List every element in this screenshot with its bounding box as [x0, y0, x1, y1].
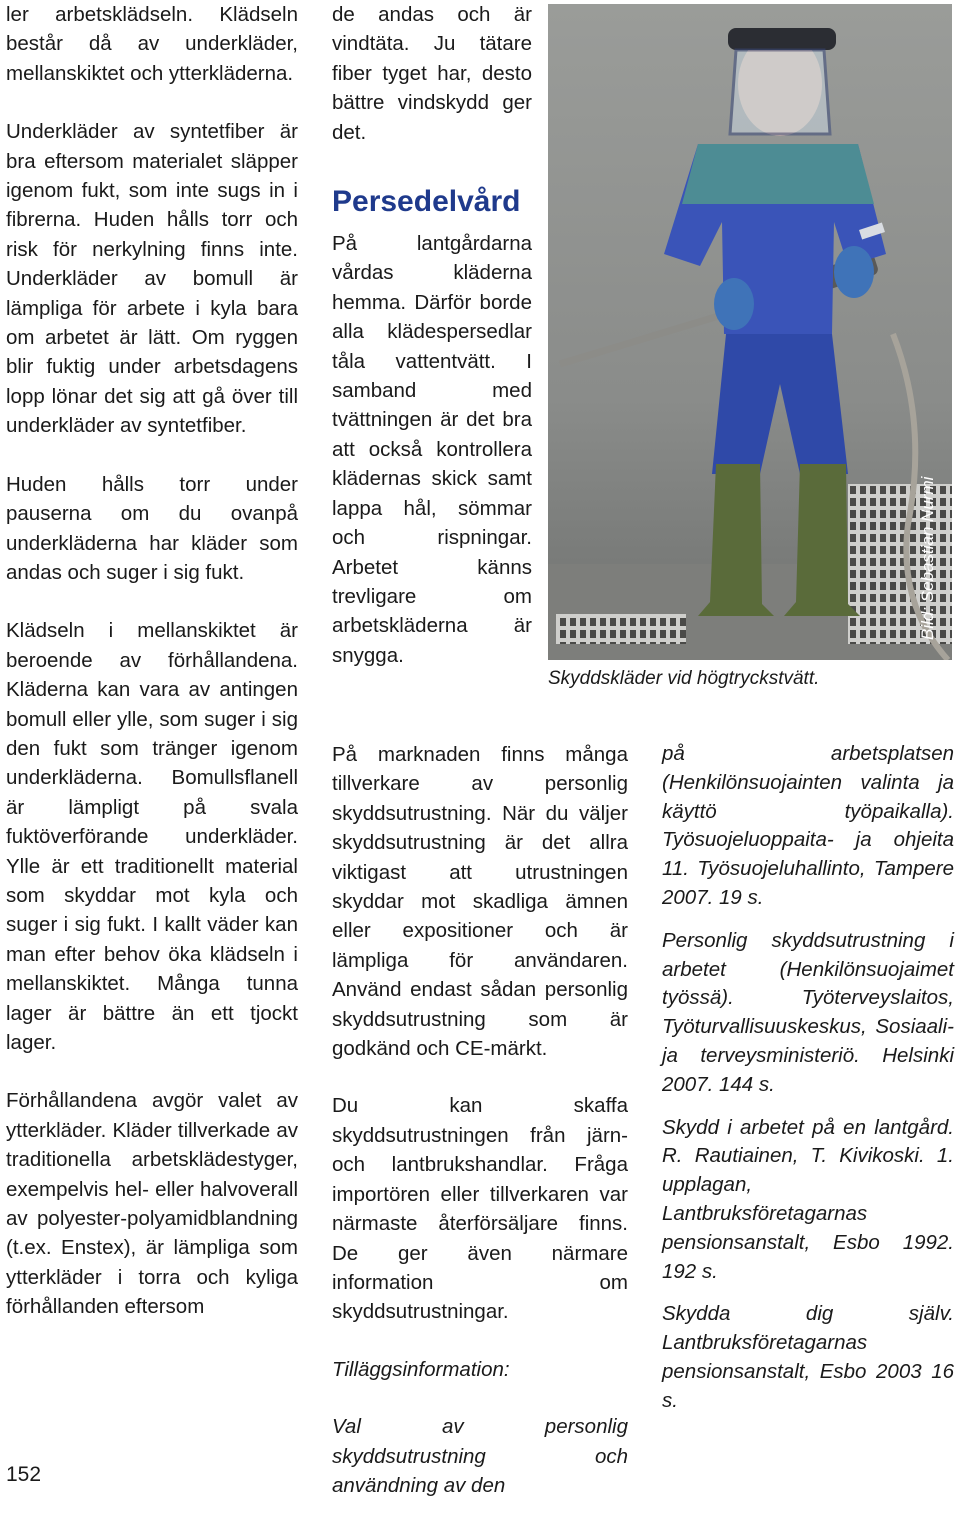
photo-caption: Skyddskläder vid högtryckstvätt. — [548, 668, 820, 689]
paragraph: de andas och är vindtäta. Ju tätare fiber tyget har, desto bättre vindskydd ger det. — [332, 3, 532, 144]
page-number: 152 — [6, 1463, 42, 1486]
text-column-1 — [6, 0, 298, 1351]
photo-protective-clothing — [548, 4, 952, 660]
reference-item: Skydd i arbetet på en lantgård. R. Rautiainen, T. Kivikoski. 1. upplagan, Lantbruksföretagarnas pensionsanstalt, Esbo 1992. 192 s. — [662, 1115, 954, 1283]
paragraph: På marknaden finns många tillverkare av personlig skyddsutrustning. När du väljer skyddsutrustning är det allra viktigast att utrustningen skyddar mot skadliga ämnen eller expositioner och är lämpliga för användaren. Använd endast sådan personlig skyddsutrustning som är godkänd och CE-märkt. — [332, 743, 628, 1061]
paragraph: Underkläder av syntetfiber är bra eftersom materialet släpper igenom fukt, som inte sugs in i fibrerna. Huden hålls torr och risk för nerkylning finns inte. Underkläder av bomull är lämpliga för arbete i kyla bara om arbetet är lätt. Om ryggen blir fuktig under arbetsdagens lopp lönar det sig att gå över till underkläder av syntetfiber. — [6, 120, 298, 438]
reference-item: Skydda dig själv. Lantbruksföretagarnas pensionsanstalt, Esbo 2003 16 s. — [662, 1302, 954, 1412]
paragraph: Du kan skaffa skyddsutrustningen från järn- och lantbrukshandlar. Fråga importören eller tillverkaren var närmaste återförsäljare finns. De ger även närmare information om skyddsutrustningar. — [332, 1094, 628, 1324]
paragraph: På lantgårdarna vårdas kläderna hemma. Därför borde alla klädespersedlar tåla vattentvätt. I samband med tvättningen är det bra att också kontrollera klädernas skick samt lappa hål, sömmar och rispningar. Arbetet känns trevligare om arbetskläderna är snygga. — [332, 232, 532, 667]
section-heading: Persedelvård — [332, 185, 521, 219]
reference-list — [662, 740, 954, 1430]
reference-item: på arbetsplatsen (Henkilönsuojainten valinta ja käyttö työpaikalla). Työsuojeluoppaita- ja ohjeita 11. Työsuojeluhallinto, Tampere 2007. 19 s. — [662, 742, 954, 909]
text-column-2 — [332, 0, 532, 670]
text-column-3 — [332, 740, 628, 1528]
paragraph: Klädseln i mellanskiktet är beroende av förhållandena. Kläderna kan vara av antingen bomull eller ylle, som suger i sig den fukt som tränger igenom underkläderna. Bomullsflanell är lämpligt på svala fuktöverförande underkläder. Ylle är ett traditionellt material som skyddar mot kyla och suger i sig fukt. I kallt väder kan man efter behov öka klädseln i mellanskiktet. Många tunna lager är bättre än ett tjockt lager. — [6, 619, 298, 1054]
paragraph: ler arbetsklädseln. Klädseln består då av underkläder, mellanskiktet och ytterkläderna. — [6, 3, 298, 85]
paragraph: Förhållandena avgör valet av ytterkläder. Kläder tillverkade av traditionella arbetsklädestyger, exempelvis hel- eller halvoverall av polyester-polyamidblandning (t.ex. Enstex), är lämpliga som ytterkläder i torra och kyliga förhållanden eftersom — [6, 1089, 298, 1319]
photo-credit: Bild: Sebastian Nurmi — [918, 476, 937, 640]
reference-item: Personlig skyddsutrustning i arbetet (Henkilönsuojaimet työssä). Työterveyslaitos, Työturvallisuuskeskus, Sosiaali- ja terveysministeriö. Helsinki 2007. 144 s. — [662, 928, 954, 1096]
paragraph: Huden hålls torr under pauserna om du ovanpå underkläderna har kläder som andas och suger i sig fukt. — [6, 472, 298, 584]
extra-info-text: Val av personlig skyddsutrustning och användning av den — [332, 1415, 628, 1497]
extra-info-heading: Tilläggsinformation: — [332, 1357, 510, 1381]
